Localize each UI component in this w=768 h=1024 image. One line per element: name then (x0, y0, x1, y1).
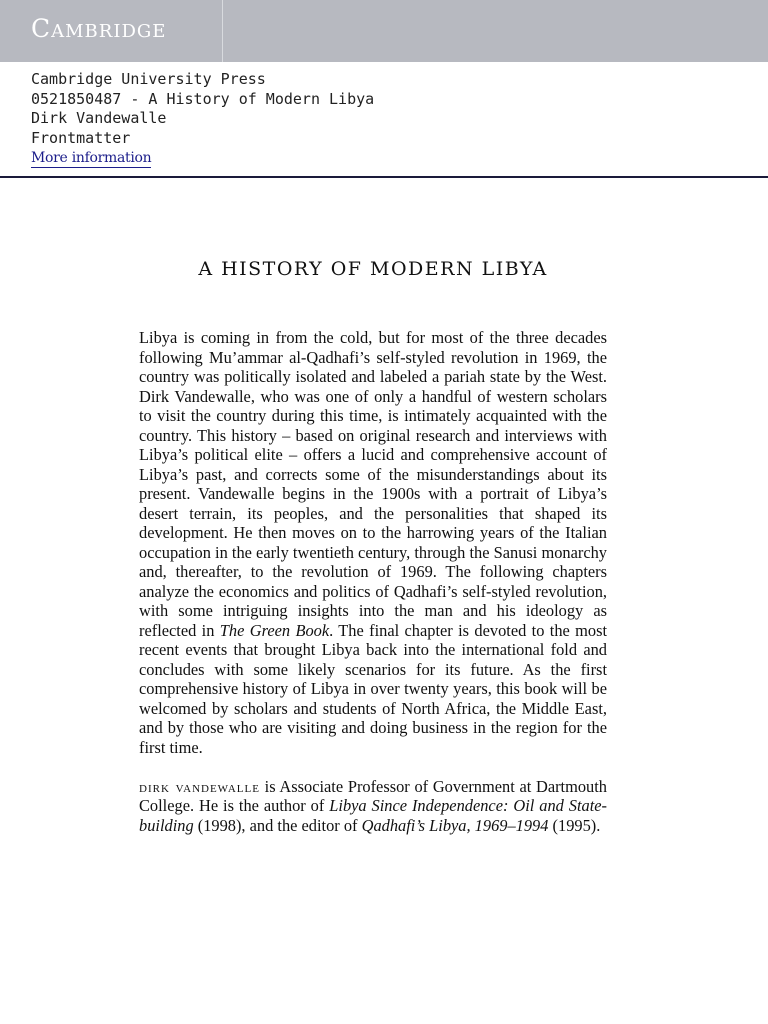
bio-book-2: Qadhafi’s Libya, 1969–1994 (361, 815, 549, 835)
banner-divider (222, 0, 223, 62)
bio-text-2: (1998), and the editor of (193, 815, 362, 835)
bio-text-3: (1995). (548, 815, 601, 835)
bio-text-1: is Associate Professor of Government at Dartmouth College. He is the author of (139, 776, 608, 815)
description-paragraph (139, 328, 607, 757)
isbn-title: 0521850487 - A History of Modern Libya (31, 89, 375, 108)
book-metadata (31, 70, 374, 168)
author-name: Dirk Vandewalle (31, 109, 167, 127)
green-book-title: The Green Book (219, 620, 330, 640)
book-blurb (139, 328, 607, 835)
publisher-name: Cambridge University Press (31, 70, 266, 88)
bio-author-name: dirk vandewalle (139, 776, 260, 796)
description-text-1: Libya is coming in from the cold, but for most of the three decades following Mu’ammar al-Qadhafi’s self-styled revolution in 1969, the country was politically isolated and labeled a pariah state by the West. Dirk Vandewalle, who was one of only a handful of western scholars to visit the country during this time, is intimately acquainted with the country. This history – based on original research and interviews with Libya’s political elite – offers a lucid and comprehensive account of Libya’s past, and corrects some of the misunderstandings about its present. Vandewalle begins in the 1900s with a portrait of Libya’s desert terrain, its peoples, and the personalities that shaped its development. He then moves on to the harrowing years of the Italian occupation in the early twentieth century, through the Sanusi monarchy and, thereafter, to the revolution of 1969. The following chapters analyze the economics and politics of Qadhafi’s self-styled revolution, with some intriguing insights into the man and his ideology as reflected in (139, 328, 607, 640)
more-information-link[interactable]: More information (31, 150, 152, 166)
header-banner (0, 0, 768, 62)
bio-book-1: Libya Since Independence: Oil and State-building (139, 796, 608, 835)
header-rule (0, 176, 768, 178)
description-text-2: . The final chapter is devoted to the most recent events that brought Libya back into the international fold and concludes with some likely scenarios for its future. As the first comprehensive history of Libya in over twenty years, this book will be welcomed by scholars and students of North Africa, the Middle East, and by those who are visiting and doing business in the region for the first time. (139, 620, 608, 757)
section-name: Frontmatter (31, 128, 131, 147)
book-title: A HISTORY OF MODERN LIBYA (198, 258, 548, 280)
cambridge-logo[interactable]: Cambridge (31, 14, 167, 43)
author-bio-paragraph (139, 777, 607, 836)
